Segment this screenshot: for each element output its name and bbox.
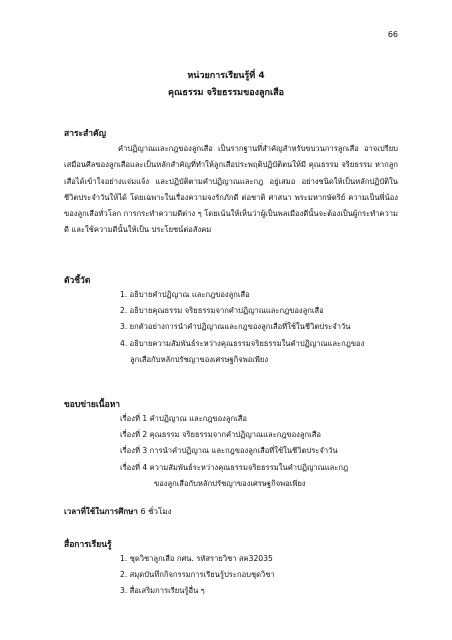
page-number: 66 <box>387 30 398 39</box>
list-item-text: 4. อธิบายความสัมพันธ์ระหว่างคุณธรรมจริยธรรมในคำปฏิญาณและกฎของ <box>120 338 365 348</box>
essence-line: อาจเปรียบเสมือนศีลของลูกเสือและเป็นหลักสำคัญที่ทำให้ลูกเสือประพฤติปฏิบัติตนให้มี <box>64 144 398 170</box>
list-item-text: เรื่องที่ 4 ความสัมพันธ์ระหว่างคุณธรรมจริยธรรมในคำปฏิญาณและกฎ <box>120 462 349 472</box>
list-item <box>120 336 364 368</box>
list-item <box>120 567 275 583</box>
essence-line: คำปฏิญาณและกฎของลูกเสือ เป็นรากฐานที่สำคัญสำหรับขบวนการลูกเสือ <box>118 144 359 153</box>
list-item <box>120 287 364 303</box>
essence-heading: สาระสำคัญ <box>64 129 106 139</box>
essence-line: ต่อชาติ ศาสนา พระมหากษัตริย์ ความเป็นพี่น้องของลูกเสือทั่วโลก การกระทำความดีต่าง ๆ <box>64 192 398 219</box>
list-item-text: เรื่องที่ 1 คำปฏิญาณ และกฎของลูกเสือ <box>120 414 247 423</box>
list-item-text: 1. อธิบายคำปฏิญาณ และกฎของลูกเสือ <box>120 290 250 299</box>
list-item <box>120 319 364 335</box>
essence-line: ประโยชน์ต่อสังคม <box>151 225 212 235</box>
indicators-heading: ตัวชี้วัด <box>64 276 91 286</box>
essence-line: คุณธรรม จริยธรรม หากลูกเสือได้เข้าใจอย่างแจ่มแจ้ง และปฏิบัติตามคำปฏิญาณและกฎ <box>64 160 398 186</box>
study-time-value: 6 ชั่วโมง <box>140 507 172 516</box>
scope-heading: ขอบข่ายเนื้อหา <box>64 400 121 410</box>
list-item-continuation: ลูกเสือกับหลักปรัชญาของเศรษฐกิจพอเพียง <box>130 354 269 364</box>
list-item-text: เรื่องที่ 2 คุณธรรม จริยธรรมจากคำปฏิญาณและกฎของลูกเสือ <box>120 430 321 440</box>
list-item-text: 3. ยกตัวอย่างการนำคำปฏิญาณและกฎของลูกเสือที่ใช้ในชีวิตประจำวัน <box>120 322 351 332</box>
list-item-text: 1. ชุดวิชาลูกเสือ กศน. รหัสรายวิชา สค32035 <box>120 554 273 563</box>
list-item <box>120 583 275 599</box>
list-item <box>120 551 275 567</box>
list-item <box>120 427 348 443</box>
media-list <box>120 551 275 600</box>
media-heading: สื่อการเรียนรู้ <box>64 540 112 550</box>
essence-paragraph <box>64 141 398 239</box>
list-item-text: 2. สมุดบันทึกกิจกรรมการเรียนรู้ประกอบชุดวิชา <box>120 570 275 580</box>
study-time <box>64 505 172 518</box>
list-item-text: 3. สื่อเสริมการเรียนรู้อื่น ๆ <box>120 586 205 596</box>
scope-list <box>120 411 348 492</box>
unit-title: หน่วยการเรียนรู้ที่ 4 <box>187 71 265 81</box>
study-time-label: เวลาที่ใช้ในการศึกษา <box>64 507 138 516</box>
list-item <box>120 303 364 319</box>
essence-line: โดยเน้นให้เห็นว่าผู้เป็นพลเมืองดีนั้นจะต้องเป็นผู้กระทำความดี และใช้ความดีนั้นให้เป็น <box>64 209 399 235</box>
list-item-text: เรื่องที่ 3 การนำคำปฏิญาณ และกฎของลูกเสือที่ใช้ในชีวิตประจำวัน <box>120 446 338 456</box>
list-item <box>120 460 348 492</box>
list-item <box>120 443 348 459</box>
list-item <box>120 411 348 427</box>
indicators-list <box>120 287 364 368</box>
unit-subtitle: คุณธรรม จริยธรรมของลูกเสือ <box>168 88 284 98</box>
essence-line: อยู่เสมอ อย่างชนิดให้เป็นหลักปฏิบัติในชีวิตประจำวันให้ได้ โดยเฉพาะในเรื่องความจงรักภักดี <box>64 176 398 202</box>
list-item-continuation: ของลูกเสือกับหลักปรัชญาของเศรษฐกิจพอเพียง <box>154 478 306 488</box>
list-item-text: 2. อธิบายคุณธรรม จริยธรรมจากคำปฏิญาณและกฎของลูกเสือ <box>120 306 324 316</box>
